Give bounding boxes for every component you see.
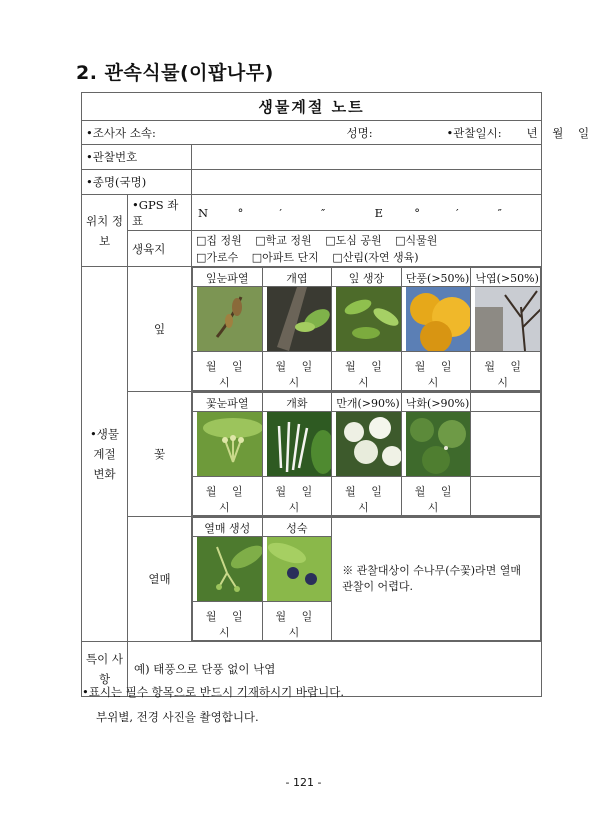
lat-sec: ″: [320, 205, 326, 220]
fruit-ripe-photo: [267, 537, 332, 601]
fruit-stage-label: 성숙: [262, 518, 332, 537]
gps-label: •GPS 좌표: [128, 195, 192, 231]
lon-e: E: [374, 205, 384, 220]
fruit-label: 열매: [128, 517, 192, 642]
fruit-stages: [192, 517, 541, 641]
fruit-stage-label: 열매 생성: [193, 518, 263, 537]
footer-note-required: •표시는 필수 항목으로 반드시 기재하시기 바랍니다.: [82, 685, 345, 699]
habitat-option-botanical-garden[interactable]: □식물원: [395, 233, 438, 247]
page-number: - 121 -: [285, 776, 322, 789]
leaf-date[interactable]: 월 일 시: [332, 352, 402, 391]
habitat-option-school-garden[interactable]: □학교 정원: [255, 233, 312, 247]
flower-stage-label: 낙화(>90%): [401, 393, 471, 412]
leaf-stage-label: 개엽: [262, 268, 332, 287]
flower-stages: [192, 392, 541, 516]
leaf-stages: [192, 267, 541, 391]
fruit-date[interactable]: 월 일 시: [262, 602, 332, 641]
phenology-note-sheet: [81, 92, 590, 697]
leaf-unfold-photo: [267, 287, 332, 351]
lon-sec: ″: [497, 205, 502, 220]
leaf-stage-label: 잎눈파열: [193, 268, 263, 287]
leaf-date[interactable]: 월 일 시: [193, 352, 263, 391]
flower-stage-label: 만개(>90%): [332, 393, 402, 412]
fruit-note: ※ 관찰대상이 수나무(수꽃)라면 열매 관찰이 어렵다.: [332, 518, 541, 641]
species-label: •종명(국명): [82, 170, 192, 195]
habitat-options: [192, 231, 542, 267]
sheet-title: 생물계절 노트: [82, 93, 542, 121]
fruit-date[interactable]: 월 일 시: [193, 602, 263, 641]
observation-number-label: •관찰번호: [82, 145, 192, 170]
flower-date[interactable]: 월 일 시: [193, 477, 263, 516]
leaf-bud-photo: [197, 287, 262, 351]
lat-n: N: [198, 205, 209, 220]
lon-min: ′: [455, 205, 459, 220]
section-heading: 2. 관속식물(이팝나무): [76, 62, 274, 84]
leaf-autumn-photo: [406, 287, 471, 351]
flower-fall-photo: [406, 412, 471, 476]
leaf-stage-label: 낙엽(>50%): [471, 268, 541, 287]
flower-date[interactable]: 월 일 시: [332, 477, 402, 516]
remark-value[interactable]: 예) 태풍으로 단풍 없이 낙엽: [128, 642, 542, 697]
surveyor-row[interactable]: [82, 121, 590, 145]
date-label: •관찰일시:: [446, 125, 502, 140]
leaf-growth-photo: [336, 287, 401, 351]
leaf-stage-label: 단풍(>50%): [401, 268, 471, 287]
flower-stage-label: 개화: [262, 393, 332, 412]
habitat-option-city-park[interactable]: □도심 공원: [325, 233, 382, 247]
observation-number-field[interactable]: [192, 145, 542, 170]
habitat-option-apartment[interactable]: □아파트 단지: [251, 250, 319, 264]
name-label: 성명:: [346, 125, 373, 140]
flower-date[interactable]: 월 일 시: [262, 477, 332, 516]
date-units: 년 월 일: [526, 125, 590, 140]
flower-full-bloom-photo: [336, 412, 401, 476]
flower-bloom-photo: [267, 412, 332, 476]
flower-label: 꽃: [128, 392, 192, 517]
location-label: 위치 정보: [82, 195, 128, 267]
remark-label: 특이 사항: [82, 642, 128, 697]
leaf-date[interactable]: 월 일 시: [262, 352, 332, 391]
habitat-option-street-tree[interactable]: □가로수: [196, 250, 239, 264]
habitat-label: 생육지: [128, 231, 192, 267]
lat-deg: °: [237, 205, 244, 220]
leaf-stage-label: 잎 생장: [332, 268, 402, 287]
fruit-set-photo: [197, 537, 262, 601]
leaf-label: 잎: [128, 267, 192, 392]
lon-deg: °: [414, 205, 421, 220]
species-field[interactable]: [192, 170, 542, 195]
surveyor-label: •조사자 소속:: [86, 125, 156, 140]
flower-stage-label: 꽃눈파열: [193, 393, 263, 412]
flower-bud-photo: [197, 412, 262, 476]
habitat-option-home-garden[interactable]: □집 정원: [196, 233, 242, 247]
leaf-date[interactable]: 월 일 시: [471, 352, 541, 391]
phenology-change-label: •생물 계절 변화: [82, 267, 128, 642]
flower-date[interactable]: 월 일 시: [401, 477, 471, 516]
lat-min: ′: [279, 205, 282, 220]
gps-field[interactable]: [192, 195, 542, 231]
habitat-option-forest[interactable]: □산림(자연 생육): [332, 250, 419, 264]
leaf-fall-photo: [475, 287, 540, 351]
footer-note-photos: 부위별, 전경 사진을 촬영합니다.: [96, 710, 259, 724]
leaf-date[interactable]: 월 일 시: [401, 352, 471, 391]
